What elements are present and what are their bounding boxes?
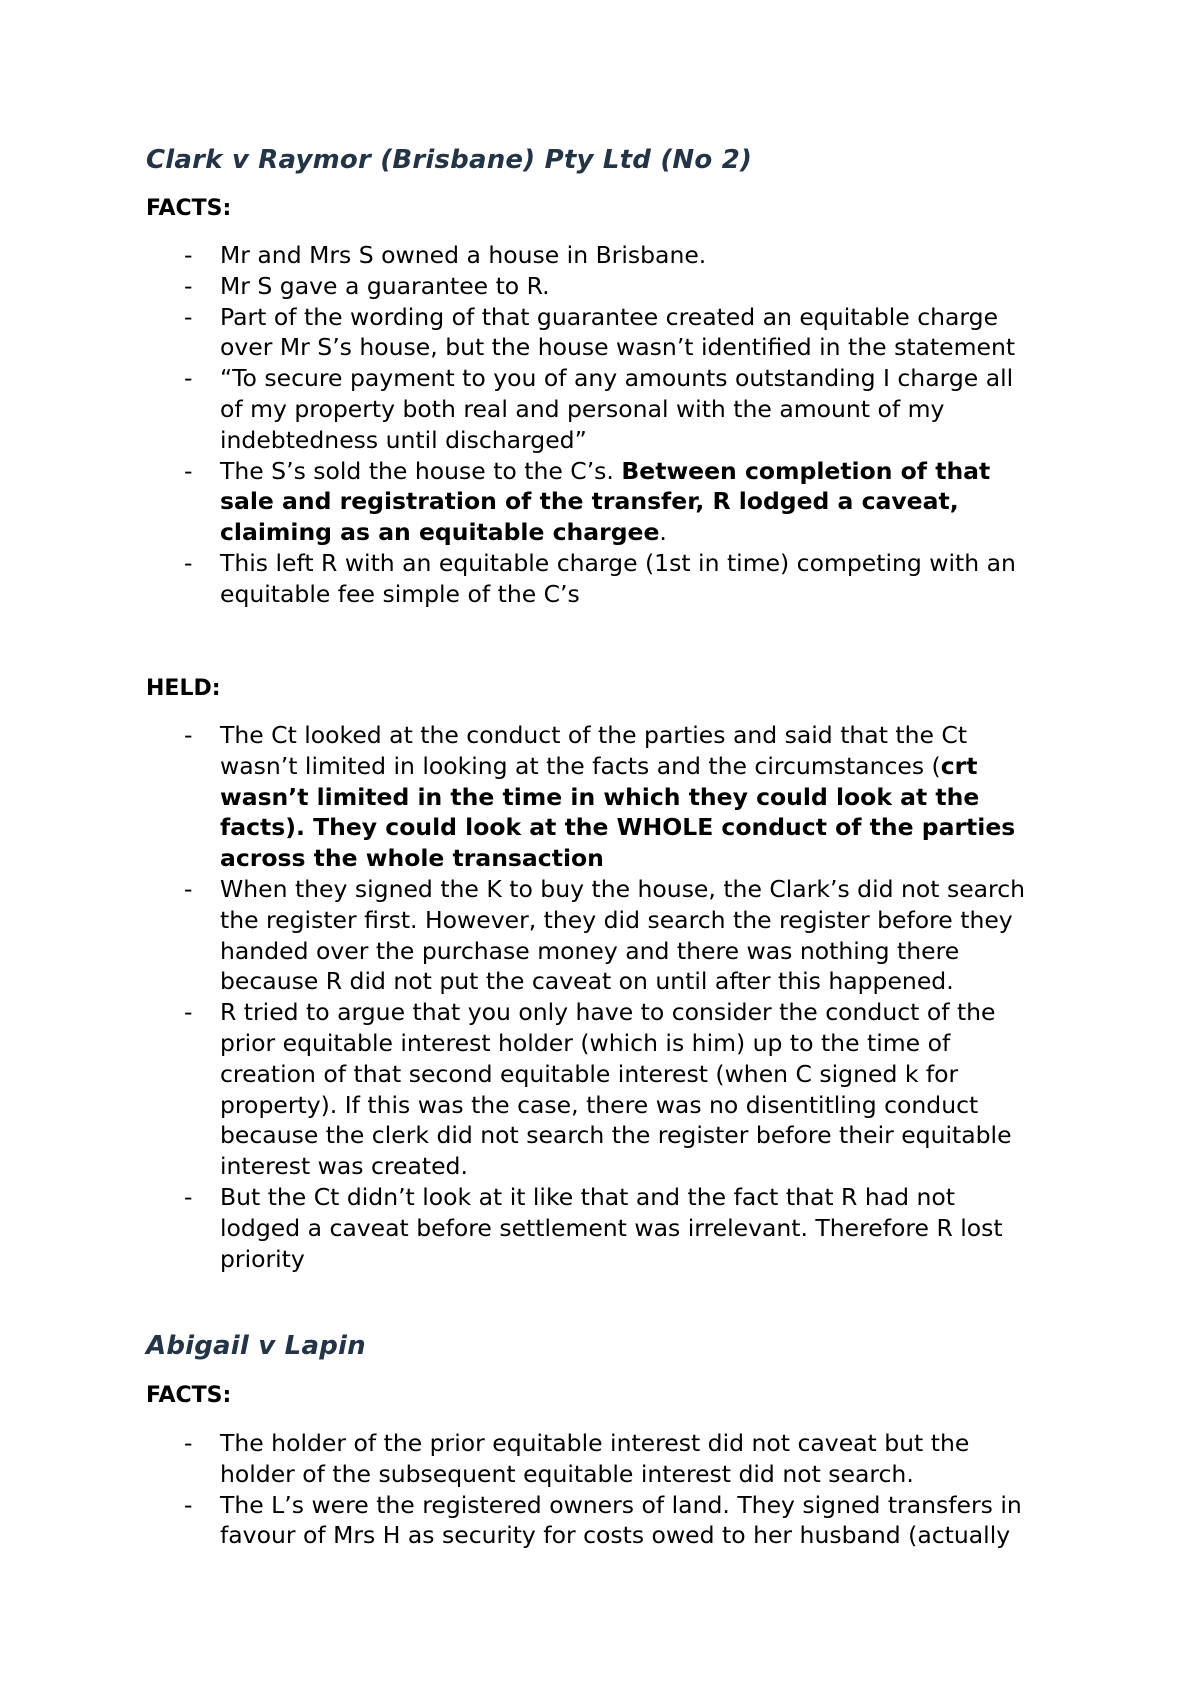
facts-heading: FACTS:	[146, 196, 232, 221]
bullet-dash-icon: -	[184, 241, 193, 269]
text-line: creation of that second equitable interest (when C signed k for	[220, 1059, 959, 1088]
text-line: indebtedness until discharged”	[220, 425, 587, 454]
bullet-dash-icon: -	[184, 1490, 193, 1519]
bullet-dash-icon: -	[184, 456, 193, 485]
text-line: equitable fee simple of the C’s	[220, 579, 580, 608]
text-line: of my property both real and personal with the amount of my	[220, 394, 945, 423]
bullet-dash-icon: -	[184, 302, 193, 331]
bold-text: crt	[940, 751, 978, 780]
plain-text: wasn’t limited in looking at the facts and the circumstances (	[220, 751, 941, 780]
list-item	[146, 874, 1086, 997]
text-line: handed over the purchase money and there was nothing there	[220, 936, 960, 965]
text-line: the register first. However, they did search the register before they	[220, 905, 1013, 934]
list-item	[146, 363, 1086, 455]
bold-text: Between completion of that	[621, 456, 991, 485]
text-line: Mr and Mrs S owned a house in Brisbane.	[220, 241, 707, 269]
text-line: The Ct looked at the conduct of the parties and said that the Ct	[220, 721, 968, 749]
text-line: because R did not put the caveat on until after this happened.	[220, 967, 954, 996]
list-item	[146, 240, 1086, 271]
text-line	[220, 517, 1086, 548]
text-line: because the clerk did not search the register before their equitable	[220, 1121, 1012, 1150]
text-line: favour of Mrs H as security for costs owed to her husband (actually	[220, 1521, 1011, 1550]
held-list	[146, 720, 1086, 1274]
list-item	[146, 271, 1086, 302]
text-line: lodged a caveat before settlement was irrelevant. Therefore R lost	[220, 1213, 1003, 1242]
text-line: priority	[220, 1244, 305, 1273]
text-line: The L’s were the registered owners of land. They signed transfers in	[220, 1490, 1022, 1519]
text-line: holder of the subsequent equitable interest did not search.	[220, 1459, 914, 1488]
list-item	[146, 1428, 1086, 1490]
text-line: “To secure payment to you of any amounts outstanding I charge all	[220, 364, 1014, 393]
text-line	[220, 751, 1086, 782]
bold-text-line: wasn’t limited in the time in which they could look at the	[220, 782, 980, 811]
text-line: property). If this was the case, there was no disentitling conduct	[220, 1090, 979, 1119]
text-line: over Mr S’s house, but the house wasn’t identified in the statement	[220, 333, 1016, 362]
list-item	[146, 997, 1086, 1182]
text-line: interest was created.	[220, 1152, 468, 1181]
list-item	[146, 548, 1086, 610]
list-item	[146, 720, 1086, 874]
text-line: But the Ct didn’t look at it like that and the fact that R had not	[220, 1182, 956, 1211]
text-line: This left R with an equitable charge (1st in time) competing with an	[220, 548, 1016, 577]
bullet-dash-icon: -	[184, 271, 193, 300]
list-item	[146, 1182, 1086, 1274]
text-line: The holder of the prior equitable interest did not caveat but the	[220, 1429, 970, 1457]
text-line: Mr S gave a guarantee to R.	[220, 271, 550, 300]
bullet-dash-icon: -	[184, 1182, 193, 1211]
held-heading: HELD:	[146, 676, 221, 701]
bullet-dash-icon: -	[184, 364, 193, 393]
bullet-dash-icon: -	[184, 874, 193, 903]
list-item	[146, 456, 1086, 548]
text-line: R tried to argue that you only have to consider the conduct of the	[220, 998, 996, 1027]
bullet-dash-icon: -	[184, 1429, 193, 1457]
text-line: prior equitable interest holder (which is him) up to the time of	[220, 1028, 951, 1057]
facts-list	[146, 240, 1086, 610]
bold-text-line: sale and registration of the transfer, R lodged a caveat,	[220, 487, 959, 516]
facts-list	[146, 1428, 1086, 1551]
case-title: Abigail v Lapin	[146, 1331, 366, 1361]
bold-text-line: facts). They could look at the WHOLE conduct of the parties	[220, 813, 1016, 842]
bullet-dash-icon: -	[184, 721, 193, 749]
bullet-dash-icon: -	[184, 998, 193, 1027]
bold-text-line: across the whole transaction	[220, 844, 604, 873]
text-line	[220, 456, 1086, 487]
bold-text: claiming as an equitable chargee	[220, 518, 660, 547]
list-item	[146, 1490, 1086, 1552]
bullet-dash-icon: -	[184, 548, 193, 577]
plain-text: The S’s sold the house to the C’s.	[220, 456, 622, 485]
facts-heading: FACTS:	[146, 1383, 232, 1408]
text-line: When they signed the K to buy the house, the Clark’s did not search	[220, 874, 1026, 903]
text-line: Part of the wording of that guarantee created an equitable charge	[220, 302, 999, 331]
plain-text: .	[659, 518, 667, 547]
case-title: Clark v Raymor (Brisbane) Pty Ltd (No 2)	[146, 145, 753, 175]
list-item	[146, 302, 1086, 364]
